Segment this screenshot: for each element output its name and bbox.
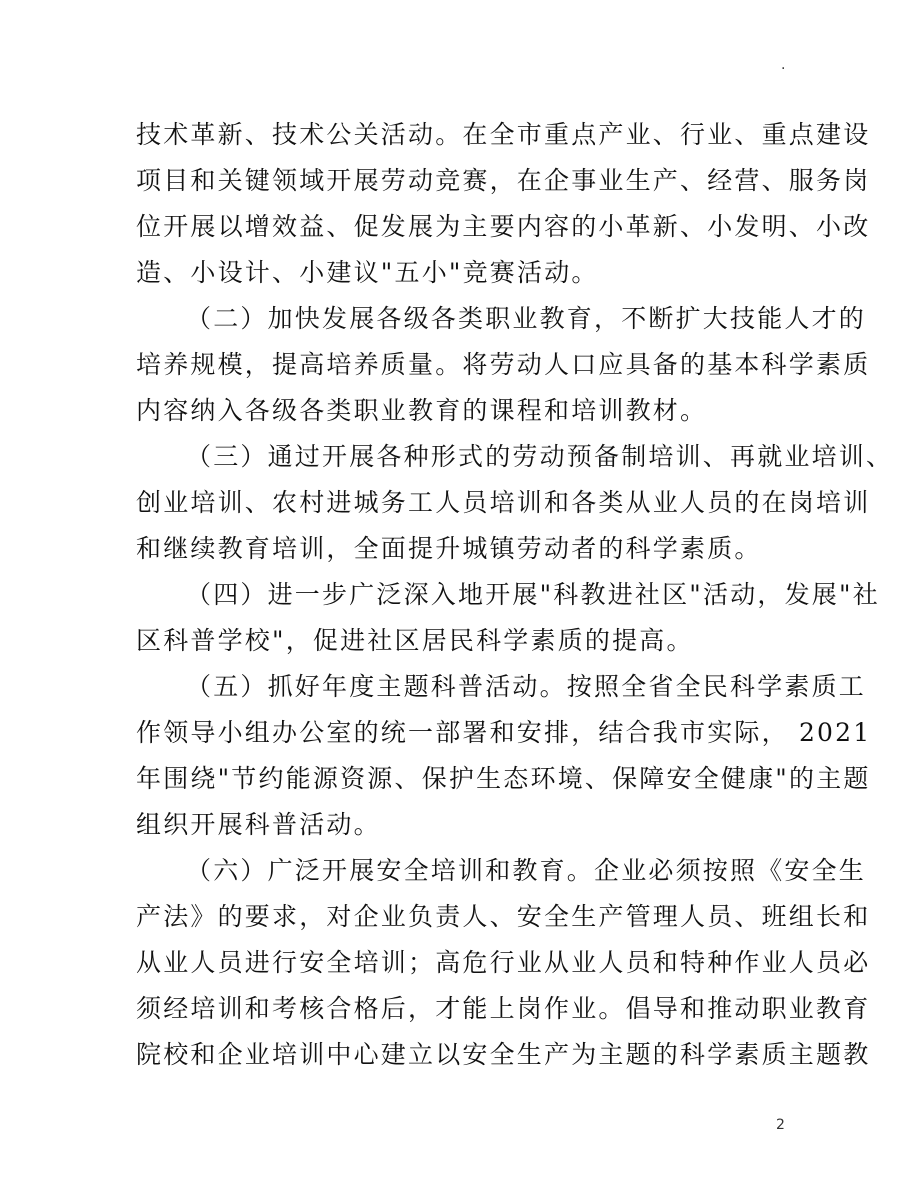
text-line: 作领导小组办公室的统一部署和安排，结合我市实际， 2021 [136, 718, 872, 747]
text-line: 年围绕"节约能源资源、保护生态环境、保障安全健康"的主题 [136, 764, 871, 793]
text-line: 培养规模，提高培养质量。将劳动人口应具备的基本科学素质 [136, 350, 871, 379]
body-text [136, 112, 894, 1078]
text-line: 位开展以增效益、促发展为主要内容的小革新、小发明、小改 [136, 212, 871, 241]
paragraph-start-line: （五）抓好年度主题科普活动。按照全省全民科学素质工 [186, 672, 867, 701]
text-line: 造、小设计、小建议"五小"竞赛活动。 [136, 258, 599, 287]
corner-mark: . [781, 57, 786, 73]
text-line: 技术革新、技术公关活动。在全市重点产业、行业、重点建设 [136, 120, 871, 149]
text-line: 项目和关键领域开展劳动竞赛，在企事业生产、经营、服务岗 [136, 166, 871, 195]
paragraph-start-line: （六）广泛开展安全培训和教育。企业必须按照《安全生 [186, 856, 867, 885]
text-line: 区科普学校"，促进社区居民科学素质的提高。 [136, 626, 694, 655]
text-line: 组织开展科普活动。 [136, 810, 381, 839]
text-line: 内容纳入各级各类职业教育的课程和培训教材。 [136, 396, 708, 425]
paragraph-start-line: （四）进一步广泛深入地开展"科教进社区"活动，发展"社 [186, 580, 880, 609]
page-number: 2 [776, 1117, 785, 1133]
text-line: 创业培训、农村进城务工人员培训和各类从业人员的在岗培训 [136, 488, 871, 517]
text-line: 从业人员进行安全培训；高危行业从业人员和特种作业人员必 [136, 948, 871, 977]
paragraph-start-line: （二）加快发展各级各类职业教育，不断扩大技能人才的 [186, 304, 867, 333]
text-line: 院校和企业培训中心建立以安全生产为主题的科学素质主题教 [136, 1040, 871, 1069]
text-line: 和继续教育培训，全面提升城镇劳动者的科学素质。 [136, 534, 762, 563]
text-line: 产法》的要求，对企业负责人、安全生产管理人员、班组长和 [136, 902, 871, 931]
paragraph-start-line: （三）通过开展各种形式的劳动预备制培训、再就业培训、 [186, 442, 894, 471]
text-line: 须经培训和考核合格后，才能上岗作业。倡导和推动职业教育 [136, 994, 871, 1023]
